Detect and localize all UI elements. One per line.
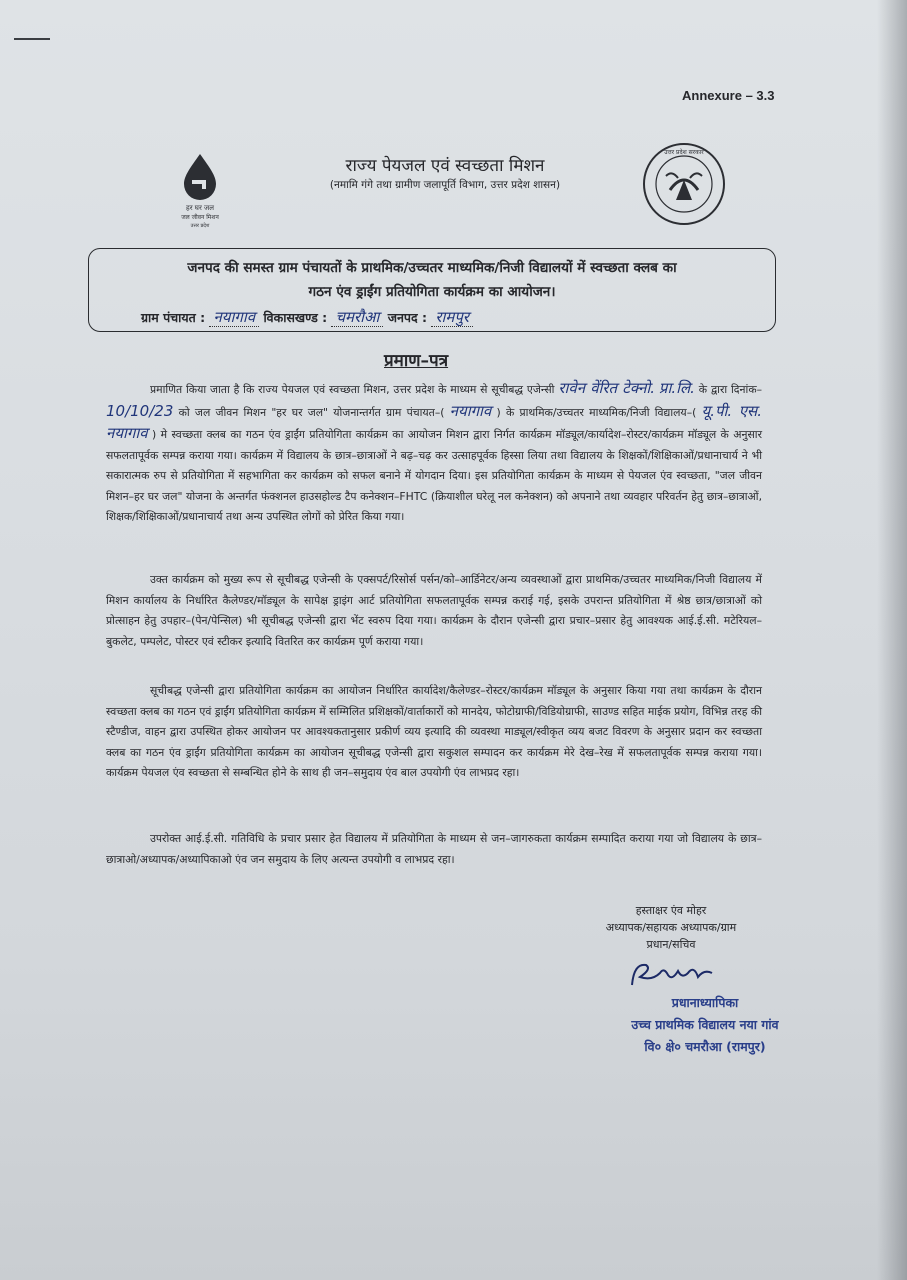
gram-handwritten: नयागाव xyxy=(449,401,492,420)
p4-text: उपरोक्त आई.ई.सी. गतिविधि के प्रचार प्रसार हेत विद्यालय में प्रतियोगिता के माध्यम से जन–जागरुकता कार्यक्रम सम्पादित कराया गया जो विद्यालय के छात्र–छात्राओ/अध्यापक/अध्यापिकाओ एंव जन समुदाय के लिए अत्यन्त उपयोगी व लाभप्रद रहा। xyxy=(106,832,762,866)
svg-text:उत्तर प्रदेश सरकार: उत्तर प्रदेश सरकार xyxy=(664,149,704,156)
p1-text-2: के द्वारा दिनांक– xyxy=(698,383,763,396)
signature-label-3: प्रधान/सचिव xyxy=(646,938,696,951)
svg-text:जल जीवन मिशन: जल जीवन मिशन xyxy=(181,214,219,221)
mission-title: राज्य पेयजल एवं स्वच्छता मिशन xyxy=(345,156,545,176)
paragraph-2 xyxy=(106,570,762,652)
p1-text-5: ) मे स्वच्छता क्लब का गठन एंव ड्राईंग प्रतियोगिता कार्यक्रम का आयोजन मिशन द्वारा निर्गत कार्यक्रम मॉड्यूल/कार्यादेश–रोस्टर/कार्यक्रम मॉड्यूल के अनुसार सफलतापूर्वक सम्पन्न कराया गया। कार्यक्रम में विद्यालय के छात्र–छात्राओं ने बढ़–चढ़ कर उत्साहपूर्वक हिस्सा लिया तथा विद्यालय के शिक्षकों/शिक्षिकाओं/प्रधानाचार्य ने भी सकारात्मक रुप से प्रतियोगिता में सहभागिता कर कार्यक्रम को सफल बनाने में योगदान दिया। इस प्रतियोगिता कार्यक्रम के माध्यम से पेयजल एंव स्वच्छता, "जल जीवन मिशन–हर घर जल" योजना के अन्तर्गत फंक्शनल हाउसहोल्ड टैप कनेक्शन–FHTC (क्रियाशील घरेलू नल कनेक्शन) को अपनाने तथा व्यवहार परिवर्तन हेतु छात्र–छात्राओं, शिक्षक/शिक्षिकाओं/प्रधानाचार्य तथा अन्य उपस्थित लोगों को प्रेरित किया गया। xyxy=(106,428,762,523)
paragraph-1 xyxy=(106,378,762,528)
gram-panchayat-label: ग्राम पंचायत : xyxy=(141,310,206,325)
signature-label-block xyxy=(576,902,766,953)
janpad-label: जनपद : xyxy=(387,310,428,325)
mission-subtitle: (नमामि गंगे तथा ग्रामीण जलापूर्ति विभाग, उत्तर प्रदेश शासन) xyxy=(329,179,561,191)
p3-text: सूचीबद्ध एजेन्सी द्वारा प्रतियोगिता कार्यक्रम का आयोजन निर्धारित कार्यादेश/कैलेण्डर–रोस्टर/कार्यक्रम मॉड्यूल के अनुसार किया गया तथा कार्यक्रम के दौरान स्वच्छता क्लब का गठन एवं ड्राईंग प्रतियोगिता कार्यक्रम में सम्मिलित प्रशिक्षकों/वार्ताकारों को मानदेय, फोटोग्राफी/विडियोग्राफी, साउण्ड सहित माईक प्रयोग, विभिन्न तरह की स्टैण्डीज, वाहन द्वारा उपस्थित होकर आयोजन पर आवश्यकतानुसार प्रकीर्ण व्यय इत्यादि की व्यवस्था माड्यूल/स्वीकृत व्यय बजट विवरण के अनुसार प्रदान कर स्वच्छता क्लब का गठन एंव ड्राईंग प्रतियोगिता कार्यक्रम का आयोजन सूचीबद्ध एजेन्सी द्वारा सकुशल सम्पादन कर कार्यक्रम मेरे देख–रेख में सफलतापूर्वक सम्पन्न कराया गया। कार्यक्रम पेयजल एंव स्वच्छता से सम्बन्धित होने के साथ ही जन–समुदाय एंव बाल उपयोगी एंव लाभप्रद रहा। xyxy=(106,684,762,779)
agency-name-handwritten: रावेन वेंरित टेक्नो. xyxy=(558,379,656,397)
program-title-line-1: जनपद की समस्त ग्राम पंचायतों के प्राथमिक/उच्चतर माध्यमिक/निजी विद्यालयों में स्वच्छता क्लब का xyxy=(187,260,677,276)
gram-panchayat-value: नयागाव xyxy=(209,308,259,327)
har-ghar-jal-icon xyxy=(170,150,230,230)
program-title-box xyxy=(88,248,776,332)
stamp-line-3: वि० क्षे० चमरौआ (रामपुर) xyxy=(644,1039,766,1054)
stamp-line-2: उच्च प्राथमिक विद्यालय नया गांव xyxy=(631,1017,779,1032)
signature-label-2: अध्यापक/सहायक अध्यापक/ग्राम xyxy=(605,921,737,934)
janpad-value: रामपुर xyxy=(431,308,473,327)
signature-label-1: हस्ताक्षर एंव मोहर xyxy=(635,904,707,917)
svg-text:उत्तर प्रदेश: उत्तर प्रदेश xyxy=(190,223,210,229)
p1-text-4: ) के प्राथमिक/उच्चतर माध्यमिक/निजी विद्यालय–( xyxy=(496,405,697,419)
paragraph-3 xyxy=(106,681,762,784)
vikaskhand-label: विकासखण्ड : xyxy=(263,310,328,325)
handwritten-signature xyxy=(622,955,772,995)
svg-text:हर घर जल: हर घर जल xyxy=(186,204,214,212)
location-line xyxy=(141,307,473,327)
p1-text-1: प्रमाणित किया जाता है कि राज्य पेयजल एवं स्वच्छता मिशन, उत्तर प्रदेश के माध्यम से सूचीबद्ध एजेन्सी xyxy=(150,383,555,396)
paragraph-4 xyxy=(106,829,762,870)
date-handwritten: 10/10/23 xyxy=(106,401,174,420)
p2-text: उक्त कार्यक्रम को मुख्य रूप से सूचीबद्ध एजेन्सी के एक्सपर्ट/रिसोर्स पर्सन/को–आर्डिनेटर/अन्य व्यवस्थाओं द्वारा प्राथमिक/उच्चतर माध्यमिक/निजी विद्यालय में मिशन कार्यालय के निर्धारित कैलेण्डर/मॉड्यूल के सापेक्ष ड्राइंग आर्ट प्रतियोगिता सफलतापूर्वक सम्पन्न कराई गई, इसके उपरान्त प्रतियोगिता में श्रेष्ठ छात्र/छात्राओं को प्रोत्साहन हेतु उपहार–(पेन/पेन्सिल) भी सूचीबद्ध एजेन्सी द्वारा भेंट स्वरुप दिया गया। कार्यक्रम के दौरान एजेन्सी द्वारा प्रचार–प्रसार हेतु आवश्यक आई.ई.सी. मटेरियल–बुकलेट, पम्पलेट, पोस्टर एवं स्टीकर इत्यादि वितरित कर कार्यक्रम पूर्ण कराया गया। xyxy=(106,573,762,648)
uttar-pradesh-emblem-icon xyxy=(642,140,726,228)
p1-text-3: को जल जीवन मिशन "हर घर जल" योजनान्तर्गत ग्राम पंचायत–( xyxy=(178,405,445,419)
agency-suffix-handwritten: प्रा.लि. xyxy=(658,379,695,397)
staple-mark xyxy=(14,38,50,40)
stamp-line-1: प्रधानाध्यापिका xyxy=(671,995,739,1010)
school-handwritten: यू.पी. एस. नयागाव xyxy=(106,401,762,442)
annexure-label: Annexure – 3.3 xyxy=(682,88,775,103)
vikaskhand-value: चमरौआ xyxy=(331,308,383,327)
program-title-line-2: गठन एंव ड्राईंग प्रतियोगिता कार्यक्रम का आयोजन। xyxy=(308,284,556,300)
school-stamp xyxy=(590,992,820,1058)
certificate-title: प्रमाण–पत्र xyxy=(384,351,449,371)
